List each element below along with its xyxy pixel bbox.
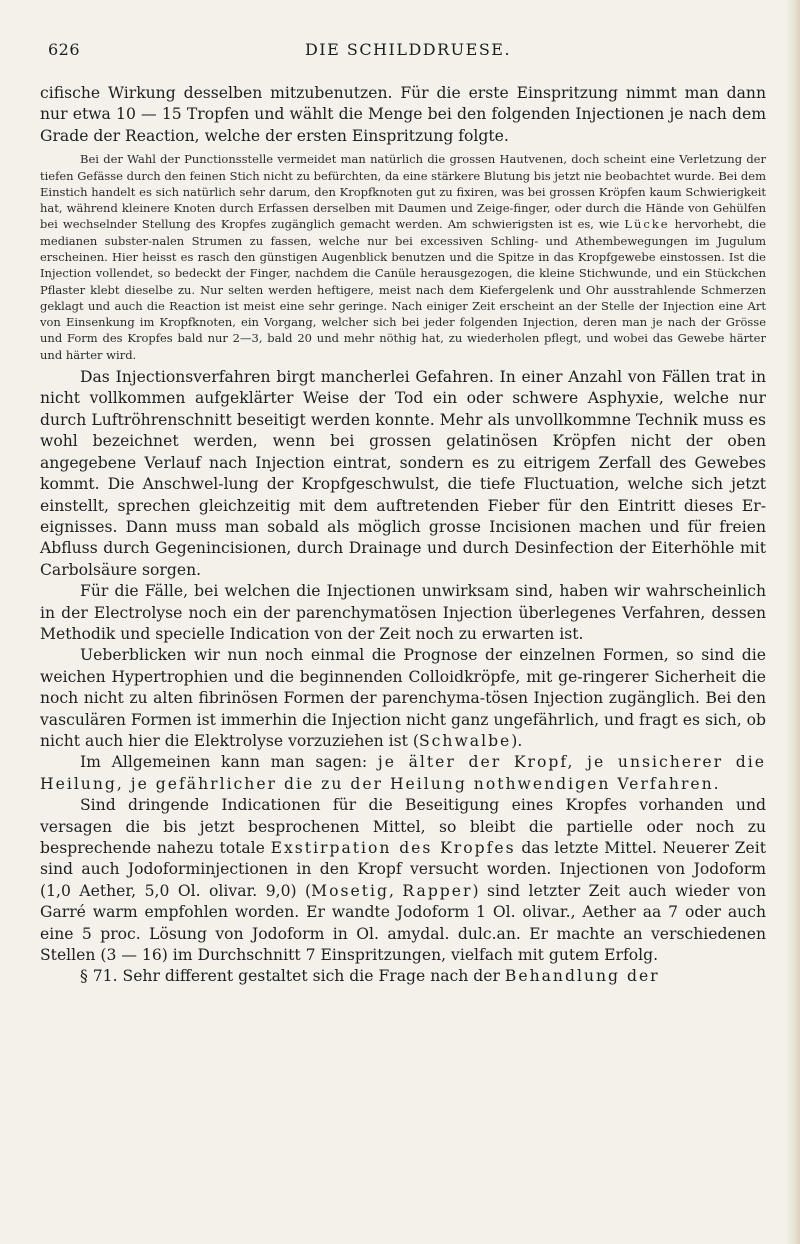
paragraph-5-part-a: Ueberblicken wir nun noch einmal die Prognose der einzelnen Formen, so sind die weichen Hypertrophien und die beginnenden Colloidkröpfe, mit ge-ringerer Sicherheit die noch nicht zu alten fibrinösen Formen der parenchyma-tösen Injection zugänglich. Bei den vasculären Formen ist immerhin die Injection nicht ganz ungefährlich, und fragt es sich, ob nicht auch hier die Elektrolyse vorzuziehen ist ( (40, 646, 766, 750)
paragraph-5-part-b: ). (511, 731, 523, 750)
author-name-luecke: Lücke (624, 217, 670, 232)
paragraph-2-note (40, 151, 766, 363)
page-number: 626 (48, 40, 81, 59)
paragraph-7 (40, 795, 766, 966)
paragraph-7-part-a: Sind dringende Indicationen für die Beseitigung eines Kropfes vorhanden und versagen die bis jetzt besprochenen Mittel, so bleibt die partielle oder noch zu besprechende nahezu totale (40, 796, 766, 858)
paragraph-7-part-d: ) sind letzter Zeit auch wieder von Garré warm empfohlen worden. Er wandte Jodoform 1 Ol. olivar., Aether aa 7 oder auch eine 5 proc. Lösung von Jodoform in Ol. amydal. dulc.an. Er machte an verschiedenen Stellen (3 — 16) im Durchschnitt 7 Einspritzungen, vielfach mit gutem Erfolg. (40, 881, 766, 965)
paragraph-8-part-a: § 71. Sehr different gestaltet sich die Frage nach der (80, 967, 500, 986)
paragraph-7-part-c: , (388, 881, 394, 900)
paragraph-5 (40, 645, 766, 752)
paragraph-3: Das Injectionsverfahren birgt mancherlei Gefahren. In einer Anzahl von Fällen trat in nicht vollkommen aufgeklärter Weise der Tod ein oder schwere Asphyxie, welche nur durch Luftröhrenschnitt beseitigt werden konnte. Mehr als unvollkommne Technik muss es wohl bezeichnet werden, wenn bei grossen gelatinösen Kröpfen nicht der oben angegebene Verlauf nach Injection eintrat, sondern es zu eitrigem Zerfall des Gewebes kommt. Die Anschwel-lung der Kropfgeschwulst, die tiefe Fluctuation, welche sich jetzt einstellt, sprechen gleichzeitig mit dem auftretenden Fieber für den Eintritt dieses Er-eignisses. Dann muss man sobald als möglich grosse Incisionen machen und für freien Abfluss durch Gegenincisionen, durch Drainage und durch Desinfection der Eiterhöhle mit Carbolsäure sorgen. (40, 368, 766, 579)
page-edge-shadow (786, 0, 800, 1244)
author-name-schwalbe: Schwalbe (418, 731, 512, 750)
page-body (40, 83, 766, 988)
book-page (40, 0, 778, 1244)
author-name-mosetig: Mosetig (311, 881, 389, 900)
paragraph-6 (40, 752, 766, 795)
running-header (48, 40, 768, 64)
paragraph-1: cifische Wirkung desselben mitzubenutzen. Für die erste Einspritzung nimmt man dann nur etwa 10 — 15 Tropfen und wählt die Menge bei den folgenden Injectionen je nach dem Grade der Reaction, welche der ersten Einspritzung folgte. (40, 84, 766, 145)
running-title: DIE SCHILDDRUESE. (304, 40, 512, 59)
paragraph-2-part-b: hervorhebt, die medianen subster-nalen Strumen zu fassen, welche nur bei excessiven Schling- und Athembewegungen im Jugulum erscheinen. Hier heisst es rasch den günstigen Augenblick benutzen und die Spitze in das Kropfgewebe einstossen. Ist die Injection vollendet, so bedeckt der Finger, nachdem die Canüle herausgezogen, die kleine Stichwunde, und ein Stückchen Pflaster klebt dieselbe zu. Nur selten werden heftigere, meist nach dem Kiefergelenk und Ohr ausstrahlende Schmerzen geklagt und auch die Reaction ist meist eine sehr geringe. Nach einiger Zeit erscheint an der Stelle der Injection eine Art von Einsenkung im Kropfknoten, ein Vorgang, welcher sich bei jeder folgenden Injection, deren man je nach der Grösse und Form des Kropfes bald nur 2—3, bald 20 und mehr nöthig hat, zu wiederholen pflegt, und wobei das Gewebe härter und härter wird. (40, 217, 767, 362)
paragraph-6-part-a: Im Allgemeinen kann man sagen: (80, 753, 368, 772)
paragraph-7-emphasis: Exstirpation des Kropfes (270, 839, 516, 858)
author-name-rapper: Rapper (402, 881, 473, 900)
paragraph-6-emphasis: je älter der Kropf, je unsicherer die Heilung, je gefährlicher die zu der Heilung nothwendigen Verfahren. (40, 753, 766, 793)
paragraph-7-part-b: das letzte Mittel. Neuerer Zeit sind auch Jodoforminjectionen in den Kropf versucht worden. Injectionen von Jodoform (1,0 Aether, 5,0 Ol. olivar. 9,0) ( (40, 839, 766, 900)
paragraph-2-part-a: Bei der Wahl der Punctionsstelle vermeidet man natürlich die grossen Hautvenen, doch scheint eine Verletzung der tiefen Gefässe durch den feinen Stich nicht zu befürchten, da eine stärkere Blutung bis jetzt nie beobachtet wurde. Bei dem Einstich handelt es sich natürlich sehr darum, den Kropfknoten gut zu fixiren, was bei grossen Kröpfen kaum Schwierigkeit hat, während kleinere Knoten durch Erfassen derselben mit Daumen und Zeige-finger, oder durch die Hände von Gehülfen bei wechselnder Stellung des Kropfes zugänglich gemacht werden. Am schwierigsten ist es, wie (40, 152, 766, 232)
paragraph-8-emphasis: Behandlung der (504, 967, 660, 986)
paragraph-4: Für die Fälle, bei welchen die Injectionen unwirksam sind, haben wir wahrscheinlich in der Electrolyse noch ein der parenchymatösen Injection überlegenes Verfahren, dessen Methodik und specielle Indication von der Zeit noch zu erwarten ist. (40, 582, 766, 643)
paragraph-8 (40, 966, 766, 987)
